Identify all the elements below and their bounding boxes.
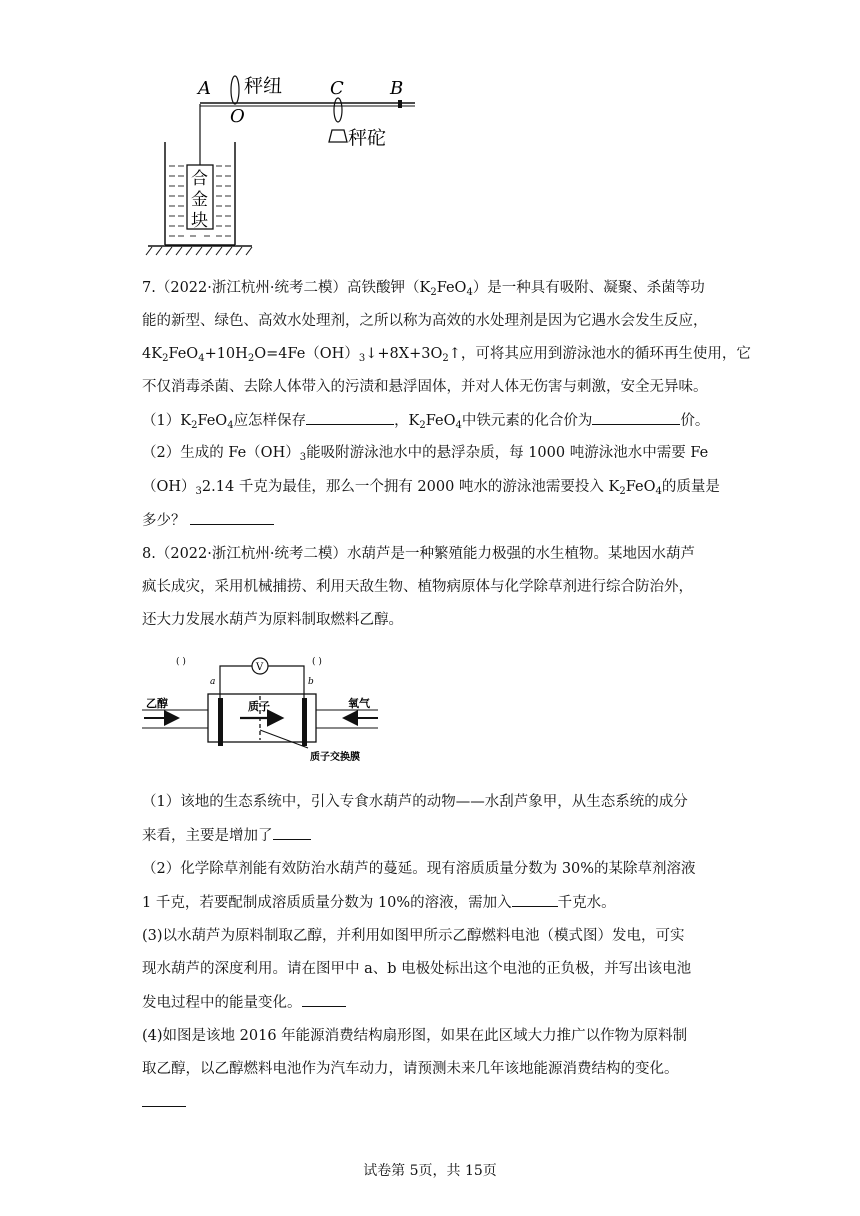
q7-number: 7. xyxy=(142,280,156,296)
paren-left: ( ) xyxy=(176,657,186,667)
q8-part-4-line-3 xyxy=(142,1091,186,1114)
q8-text: (4)如图是该地 2016 年能源消费结构扇形图，如果在此区域大力推广以作物为原料制 xyxy=(142,1028,688,1044)
wire-right xyxy=(268,666,304,704)
q7-part-1 xyxy=(142,409,709,432)
q7-line-4 xyxy=(142,376,708,398)
q7-line-2 xyxy=(142,310,708,332)
label-a: A xyxy=(198,78,211,99)
subscript: 2 xyxy=(619,486,626,497)
label-weight: 秤砣 xyxy=(348,127,387,149)
q8-text: (3)以水葫芦为原料制取乙醇，并利用如图甲所示乙醇燃料电池（模式图）发电，可实 xyxy=(142,928,685,944)
wire xyxy=(220,666,252,704)
q8-text: 来看，主要是增加了 xyxy=(142,828,273,844)
label-proton: 质子 xyxy=(248,700,270,713)
q7-text: （2）生成的 Fe（OH） xyxy=(142,445,300,461)
subscript: 4 xyxy=(227,420,234,431)
label-b: B xyxy=(390,78,404,99)
q7-text: （OH） xyxy=(142,479,196,495)
label-membrane: 质子交换膜 xyxy=(310,752,360,763)
q7-source: （2022·浙江杭州·统考二模） xyxy=(155,280,347,296)
fuel-cell-figure xyxy=(140,652,380,772)
answer-blank-valence[interactable] xyxy=(592,409,680,425)
q7-equation-line xyxy=(142,343,751,365)
q7-text: 中铁元素的化合价为 xyxy=(461,413,593,429)
q7-text: FeO xyxy=(425,413,456,429)
ground-hatch xyxy=(146,247,252,255)
label-a-electrode: a xyxy=(210,677,216,687)
q8-part-3-line-1 xyxy=(142,925,685,947)
answer-blank-water[interactable] xyxy=(512,891,558,907)
q7-text: 能的新型、绿色、高效水处理剂，之所以称为高效的水处理剂是因为它遇水会发生反应， xyxy=(142,313,708,329)
subscript: 2 xyxy=(247,353,255,364)
answer-blank-storage[interactable] xyxy=(306,409,394,425)
subscript: 2 xyxy=(162,353,169,364)
q8-part-2-line-2 xyxy=(142,891,616,914)
q7-line-1 xyxy=(142,277,705,299)
label-ethanol: 乙醇 xyxy=(146,697,168,710)
q7-text: 能吸附游泳池水中的悬浮杂质，每 1000 吨游泳池水中需要 Fe xyxy=(306,445,709,461)
q8-text: （2）化学除草剂能有效防治水葫芦的蔓延。现有溶质质量分数为 30%的某除草剂溶液 xyxy=(142,861,696,877)
electrode-b xyxy=(302,698,307,746)
q8-part-2-line-1 xyxy=(142,858,696,880)
paren-right: ( ) xyxy=(312,657,322,667)
q8-text: 还大力发展水葫芦为原料制取燃料乙醇。 xyxy=(142,612,403,628)
q8-part-3-line-3 xyxy=(142,991,346,1014)
q8-part-4-line-1 xyxy=(142,1025,687,1047)
q7-text: 不仅消毒杀菌、去除人体带入的污渍和悬浮固体，并对人体无伤害与刺激，安全无异味。 xyxy=(142,379,708,395)
q7-text: 高铁酸钾（K xyxy=(346,280,431,296)
equation-text: ↓+8X+3O xyxy=(365,346,443,362)
q8-line-1 xyxy=(142,543,695,565)
q7-text: FeO xyxy=(436,280,467,296)
q7-part-2-line-2 xyxy=(142,476,720,498)
q8-text: 水葫芦是一种繁殖能力极强的水生植物。某地因水葫芦 xyxy=(346,546,695,562)
q8-text: 1 千克，若要配制成溶质质量分数为 10%的溶液，需加入 xyxy=(142,895,512,911)
q7-part-2-line-1 xyxy=(142,442,708,464)
subscript: 4 xyxy=(198,353,205,364)
q7-text: ）是一种具有吸附、凝聚、杀菌等功 xyxy=(472,280,705,296)
q8-text: （1）该地的生态系统中，引入专食水葫芦的动物——水刮芦象甲，从生态系统的成分 xyxy=(142,794,688,810)
q8-part-3-line-2 xyxy=(142,958,691,980)
q7-text: ，K xyxy=(394,413,420,429)
q7-text: 价。 xyxy=(680,413,710,429)
voltmeter-label: V xyxy=(256,662,264,673)
knob-loop xyxy=(231,76,239,104)
q8-line-3 xyxy=(142,609,403,631)
label-oxygen: 氧气 xyxy=(348,697,370,710)
block-char-1: 合 xyxy=(191,169,208,189)
q8-text: 取乙醇，以乙醇燃料电池作为汽车动力，请预测未来几年该地能源消费结构的变化。 xyxy=(142,1061,679,1077)
subscript: 4 xyxy=(455,420,462,431)
equation-text: ↑，可将其应用到游泳池水的循环再生使用，它 xyxy=(448,346,751,362)
subscript: 2 xyxy=(430,287,437,298)
q8-part-4-line-2 xyxy=(142,1058,679,1080)
subscript: 4 xyxy=(466,287,473,298)
q7-text: （1）K xyxy=(142,413,192,429)
subscript: 3 xyxy=(358,353,366,364)
q7-text: 应怎样保存 xyxy=(233,413,307,429)
q8-part-1-line-1 xyxy=(142,791,688,813)
subscript: 2 xyxy=(442,353,449,364)
equation-text: 4K xyxy=(142,346,163,362)
q8-text: 疯长成灾，采用机械捕捞、利用天敌生物、植物病原体与化学除草剂进行综合防治外， xyxy=(142,579,693,595)
subscript: 3 xyxy=(195,486,202,497)
q7-text: 多少？ xyxy=(142,513,186,529)
weight-shape xyxy=(329,130,347,142)
label-o: O xyxy=(230,106,245,127)
answer-blank-ecosystem[interactable] xyxy=(273,824,311,840)
answer-blank-energy[interactable] xyxy=(302,991,346,1007)
block-char-3: 块 xyxy=(191,211,208,231)
equation-text: +10H xyxy=(204,346,248,362)
q7-part-2-line-3 xyxy=(142,509,274,532)
q7-text: FeO xyxy=(625,479,656,495)
q8-text: 现水葫芦的深度利用。请在图甲中 a、b 电极处标出这个电池的正负极，并写出该电池 xyxy=(142,961,692,977)
weight-loop xyxy=(334,98,342,122)
electrode-a xyxy=(218,698,223,746)
membrane-leader xyxy=(260,730,308,748)
q8-part-1-line-2 xyxy=(142,824,311,847)
label-b-electrode: b xyxy=(308,677,314,687)
label-knob: 秤纽 xyxy=(244,75,283,97)
lever-figure xyxy=(140,70,440,260)
q7-text: FeO xyxy=(197,413,228,429)
q8-text: 发电过程中的能量变化。 xyxy=(142,995,302,1011)
q8-text: 千克水。 xyxy=(557,895,616,911)
q8-number: 8. xyxy=(142,546,156,562)
answer-blank-mass[interactable] xyxy=(190,509,274,525)
q8-line-2 xyxy=(142,576,693,598)
subscript: 2 xyxy=(191,420,198,431)
q8-source: （2022·浙江杭州·统考二模） xyxy=(155,546,347,562)
answer-blank-prediction[interactable] xyxy=(142,1091,186,1107)
subscript: 3 xyxy=(299,452,307,463)
equation-text: O=4Fe（OH） xyxy=(254,346,359,362)
b-marker xyxy=(398,100,402,108)
equation-text: FeO xyxy=(168,346,199,362)
page-footer: 试卷第 5页，共 15页 xyxy=(363,1163,497,1179)
q7-text: 的质量是 xyxy=(661,479,720,495)
label-c: C xyxy=(330,78,344,99)
subscript: 4 xyxy=(655,486,662,497)
block-char-2: 金 xyxy=(191,190,208,210)
q7-text: 2.14 千克为最佳，那么一个拥有 2000 吨水的游泳池需要投入 K xyxy=(201,479,620,495)
subscript: 2 xyxy=(419,420,426,431)
